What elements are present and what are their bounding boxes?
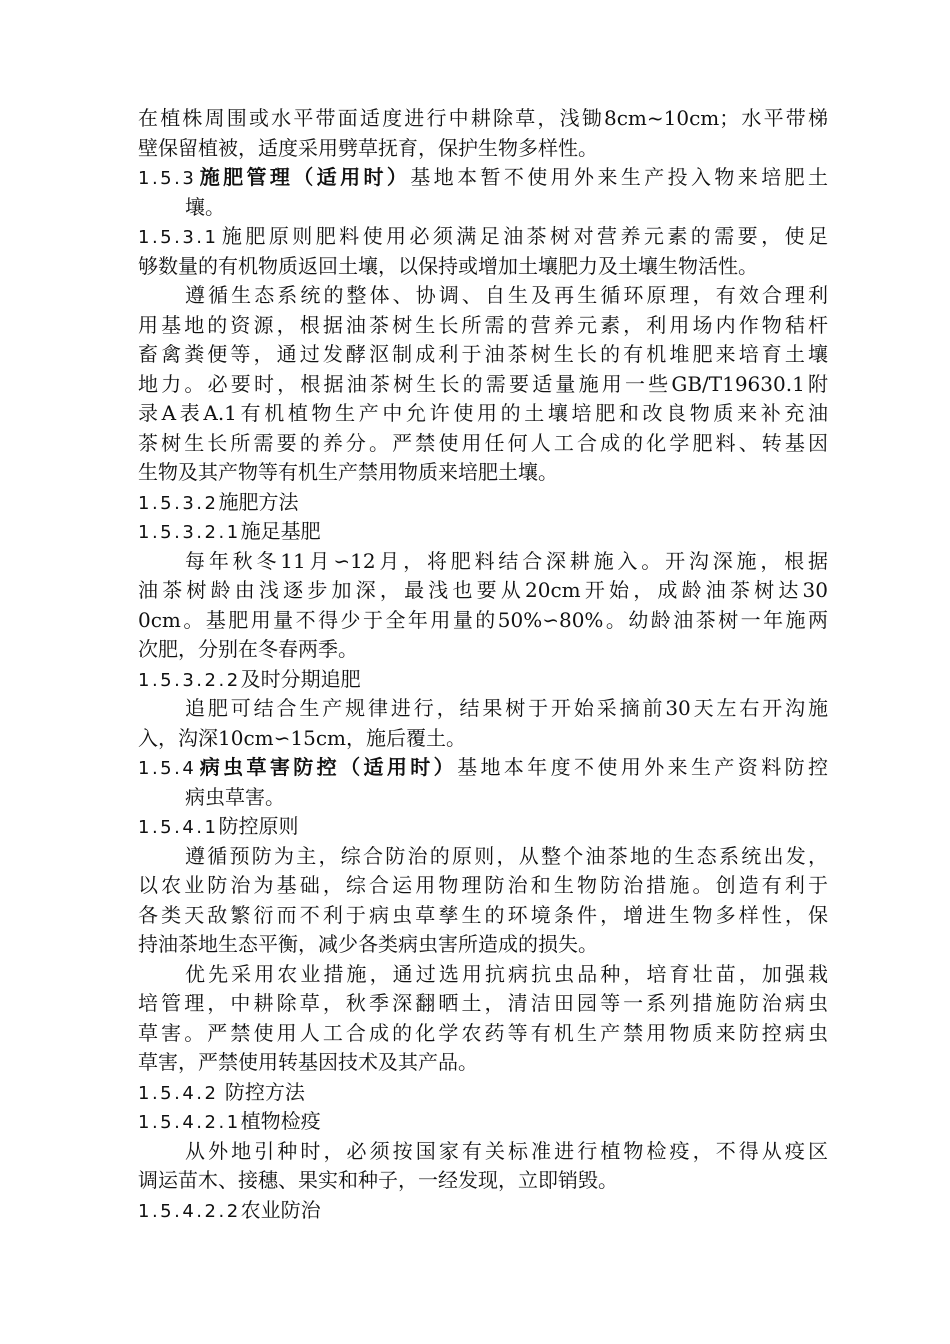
body-line: 草害。严禁使用人工合成的化学农药等有机生产禁用物质来防控病虫 bbox=[138, 1020, 828, 1045]
body-line: 录A表A.1有机植物生产中允许使用的土壤培肥和改良物质来补充油 bbox=[138, 401, 828, 425]
section-number: 1.5.4.1 bbox=[138, 817, 219, 838]
section-heading bbox=[138, 163, 828, 193]
section-number: 1.5.4.2.2 bbox=[138, 1200, 241, 1222]
subsection-heading bbox=[138, 812, 828, 842]
body-line: 畜禽粪便等，通过发酵沤制成利于油茶树生长的有机堆肥来培育土壤 bbox=[138, 342, 828, 366]
section-heading bbox=[138, 753, 828, 783]
body-line: 生物及其产物等有机生产禁用物质来培肥土壤。 bbox=[138, 460, 558, 484]
body-line: 在植株周围或水平带面适度进行中耕除草，浅锄8cm~10cm；水平带梯 bbox=[138, 106, 828, 130]
section-text: 施肥方法 bbox=[218, 489, 299, 514]
section-number: 1.5.4 bbox=[138, 758, 197, 779]
subsection-heading bbox=[138, 1078, 828, 1108]
paragraph-first-line: 追肥可结合生产规律进行，结果树于开始采摘前30天左右开沟施 bbox=[185, 696, 828, 720]
subsection-heading bbox=[138, 1107, 828, 1137]
body-line: 病虫草害。 bbox=[185, 784, 285, 809]
body-line: 用基地的资源，根据油茶树生长所需的营养元素，利用场内作物秸杆 bbox=[138, 312, 828, 337]
subsection-heading bbox=[138, 1196, 828, 1226]
body-line: 茶树生长所需要的养分。严禁使用任何人工合成的化学肥料、转基因 bbox=[138, 430, 828, 455]
section-number: 1.5.3.2.1 bbox=[138, 522, 241, 543]
body-line: 以农业防治为基础，综合运用物理防治和生物防治措施。创造有利于 bbox=[138, 873, 828, 897]
section-number: 1.5.3 bbox=[138, 168, 197, 189]
body-line: 培管理，中耕除草，秋季深翻晒土，清洁田园等一系列措施防治病虫 bbox=[138, 991, 828, 1015]
subsection-heading bbox=[138, 222, 828, 252]
section-text: 防控方法 bbox=[218, 1079, 305, 1104]
body-line: 入，沟深10cm∽15cm，施后覆土。 bbox=[138, 725, 466, 750]
body-line: 持油茶地生态平衡，减少各类病虫害所造成的损失。 bbox=[138, 932, 598, 956]
section-text: 基地本年度不使用外来生产资料防控 bbox=[457, 755, 828, 779]
section-title: 施肥管理（适用时） bbox=[196, 165, 411, 189]
paragraph-first-line: 遵循生态系统的整体、协调、自生及再生循环原理，有效合理利 bbox=[185, 283, 828, 307]
body-line: 草害，严禁使用转基因技术及其产品。 bbox=[138, 1050, 478, 1074]
body-line: 地力。必要时，根据油茶树生长的需要适量施用一些GB/T19630.1附 bbox=[138, 371, 828, 396]
paragraph-first-line: 遵循预防为主，综合防治的原则，从整个油茶地的生态系统出发， bbox=[185, 843, 828, 868]
section-title: 病虫草害防控（适用时） bbox=[196, 755, 458, 779]
subsection-heading bbox=[138, 517, 828, 547]
section-text: 施肥原则肥料使用必须满足油茶树对营养元素的需要，使足 bbox=[218, 224, 828, 248]
body-line: 0cm。基肥用量不得少于全年用量的50%∽80%。幼龄油茶树一年施两 bbox=[138, 607, 828, 632]
section-text: 植物检疫 bbox=[240, 1109, 321, 1133]
subsection-heading bbox=[138, 665, 828, 695]
section-number: 1.5.3.2.2 bbox=[138, 669, 241, 691]
body-line: 次肥，分别在冬春两季。 bbox=[138, 637, 358, 661]
body-line: 够数量的有机物质返回土壤，以保持或增加土壤肥力及土壤生物活性。 bbox=[138, 253, 758, 278]
paragraph-first-line: 从外地引种时，必须按国家有关标准进行植物检疫，不得从疫区 bbox=[185, 1138, 828, 1163]
section-text: 施足基肥 bbox=[240, 519, 321, 543]
section-number: 1.5.4.2.1 bbox=[138, 1112, 241, 1133]
document-page bbox=[138, 104, 828, 1225]
body-line: 调运苗木、接穗、果实和种子，一经发现，立即销毁。 bbox=[138, 1168, 618, 1192]
section-number: 1.5.3.2 bbox=[138, 492, 219, 514]
section-text: 基地本暂不使用外来生产投入物来培肥土 bbox=[410, 165, 829, 189]
section-number: 1.5.3.1 bbox=[138, 227, 219, 248]
section-text: 防控原则 bbox=[218, 814, 299, 838]
body-line: 油茶树龄由浅逐步加深，最浅也要从20cm开始，成龄油茶树达30 bbox=[138, 578, 828, 602]
body-line: 壁保留植被，适度采用劈草抚育，保护生物多样性。 bbox=[138, 135, 598, 160]
paragraph-first-line: 每年秋冬11月∽12月，将肥料结合深耕施入。开沟深施，根据 bbox=[185, 548, 828, 573]
subsection-heading bbox=[138, 488, 828, 518]
paragraph-first-line: 优先采用农业措施，通过选用抗病抗虫品种，培育壮苗，加强栽 bbox=[185, 961, 828, 986]
section-number: 1.5.4.2 bbox=[138, 1082, 219, 1104]
section-text: 农业防治 bbox=[240, 1197, 321, 1222]
section-text: 及时分期追肥 bbox=[240, 666, 361, 691]
body-line: 各类天敌繁衍而不利于病虫草孳生的环境条件，增进生物多样性，保 bbox=[138, 902, 828, 927]
body-line: 壤。 bbox=[185, 194, 225, 219]
